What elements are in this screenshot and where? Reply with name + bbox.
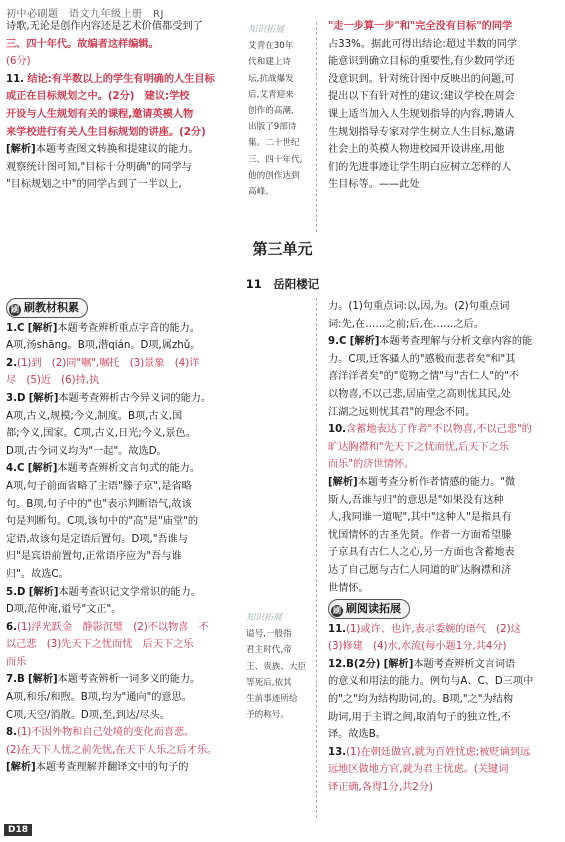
text-line: 力。C项,迁客骚人的"感极而悲者矣"和"其 [328, 353, 516, 365]
text-line: 归"是宾语前置句,正常语序应为"吾与谁 [6, 551, 182, 563]
text-line: (1)在朝廷做官,就为百姓忧虑;被贬谪到远 [346, 746, 531, 758]
text-line: 来学校进行有关人生目标规划的讲座。(2分) [6, 126, 206, 138]
text-line: 旷达胸襟和"先天下之忧而忧,后天下之乐 [328, 441, 510, 453]
text-line: "走一步算一步"和"完全没有目标"的同学 [328, 21, 513, 32]
answer-item [328, 474, 560, 492]
text-line: 本题考查理解与分析文章内容的能 [379, 336, 533, 348]
text-line: (1)浮光跃金 静影沉璧 (2)不以物喜 不 [16, 621, 209, 633]
sidebar-line: 他的创作达到 [248, 170, 300, 181]
sidebar-line: 谥号,一般指 [246, 629, 292, 640]
text-line: 忧国情怀的古圣先贤。作者一方面希望滕 [328, 529, 512, 541]
text-line: 译正确,各得1分,共2分) [328, 782, 433, 794]
analysis-tag: [解析] [28, 392, 59, 404]
sidebar-line: 艾青在30年 [248, 41, 294, 52]
section-banner-reading [328, 599, 410, 619]
text-line: 本题考查理解并翻译文中的句子的 [35, 762, 189, 774]
text-line: A项,和乐/和煦。B项,均为"通向"的意思。 [6, 692, 193, 704]
text-line: (1)不因外物和自己处境的变化而喜悲。 [16, 727, 195, 739]
question-number: 11. [328, 623, 347, 635]
text-line: 译。故选B。 [328, 729, 386, 741]
question-number: 11. [6, 73, 25, 85]
section-label: 刷教材积累 [24, 301, 79, 314]
column-divider [316, 298, 317, 818]
question-number: 9. [328, 336, 339, 348]
question-number: 12. [328, 658, 347, 670]
answers-right-column [328, 298, 560, 822]
question-number: 3. [6, 392, 17, 404]
sidebar-line: 王、贵族、大臣 [246, 661, 307, 672]
top-left-column [6, 18, 242, 240]
text-line: 尽 (5)近 (6)持,执 [6, 375, 100, 387]
answer-choice: B [16, 674, 25, 686]
question-number: 7. [6, 674, 17, 686]
text-line: "目标规划之中"的同学占到了一半以上, [6, 179, 182, 191]
knowledge-sidebar-top [248, 22, 308, 232]
answer-choice: D [16, 392, 26, 404]
question-number: 5. [6, 586, 17, 598]
answer-item [6, 759, 232, 777]
answer-list [328, 298, 560, 597]
text-line: 本题考查辨析古今异义词的能力。 [58, 392, 212, 404]
text-line: 而乐"的济世情怀。 [328, 459, 415, 471]
header-text: 初中必刷题 语文九年级上册 RJ [6, 9, 164, 20]
sidebar-title: 知识拓展 [246, 613, 283, 623]
sidebar-line: 集。二十世纪 [248, 138, 300, 149]
text-line: 远地区做地方官,就为君主忧虑。(关键词 [328, 764, 509, 776]
text-line: 课上适当加入人生规划指导的内容,聘请人 [328, 108, 515, 120]
question-number: 8. [6, 727, 17, 739]
sidebar-line: 坛,抗战爆发 [248, 73, 294, 84]
column-divider [316, 22, 317, 232]
text-line: 句是判断句。C项,该句中的"高"是"庙堂"的 [6, 516, 199, 528]
answer-choice: C [338, 336, 347, 348]
text-line: 本题考查图文转换和提建议的能力。 [35, 144, 199, 156]
text-line: 本题考查辨析一词多义的能力。 [57, 674, 201, 686]
answer-item [6, 671, 232, 689]
question-number: 1. [6, 322, 17, 334]
sidebar-line: 高峰。 [248, 187, 274, 198]
text-line: 们的先进事迹让学生明白应树立怎样的人 [328, 161, 512, 173]
text-line: 力。(1)句重点词:以,因,为。(2)句重点词 [328, 301, 510, 312]
answer-item [6, 355, 232, 373]
question-number: 2. [6, 357, 17, 369]
text-line: 生目标等。——此处 [328, 179, 420, 191]
text-line: 占33%。据此可得出结论:超过半数的同学 [328, 38, 518, 50]
analysis-tag: [解析] [27, 674, 58, 686]
sidebar-line: 予的称号。 [246, 710, 289, 720]
text-line: (3)修建 (4)水,水流(每小题1分,共4分) [328, 641, 507, 653]
text-line: 诗歌,无论是创作内容还是艺术价值都受到了 [6, 21, 203, 32]
sidebar-line: 后,艾青迎来 [248, 89, 294, 100]
sidebar-line: 等死后,依其 [246, 677, 292, 688]
answer-item [328, 621, 560, 639]
text-line: 本题考查分析作者情感的能力。"微 [357, 476, 516, 488]
sidebar-line: 代和建上诗 [248, 57, 291, 68]
answer-item [6, 584, 232, 602]
text-line: 本题考查辨析重点字音的能力。 [57, 322, 201, 334]
text-line: 本题考查辨析文言词语 [413, 658, 516, 670]
text-line: 开设与人生规划有关的课程,邀请英模人物 [6, 108, 194, 120]
text-line: 子京具有古仁人之心,另一方面也含蓄地表 [328, 547, 515, 559]
brush-icon: 刷 [11, 305, 19, 314]
analysis-tag: [解析] [383, 658, 414, 670]
text-line: D项,古今词义均为"一起"。故选D。 [6, 445, 167, 457]
text-line: 都;今义,国家。C项,古义,日光;今义,景色。 [6, 428, 196, 440]
text-line: 本题考查识记文学常识的能力。 [58, 586, 201, 598]
answer-item [328, 298, 560, 316]
text-line: 没意识到。针对统计图中反映出的问题,可 [328, 73, 515, 85]
text-line: 或正在目标规划之中。(2分) 建议:学校 [6, 91, 190, 103]
analysis-tag: [解析] [27, 322, 58, 334]
sidebar-line: 君主时代,帝 [246, 645, 292, 656]
text-line: 江湖之远则忧其君"的理念不同。 [328, 406, 476, 418]
text-line: 定语,故该句是定语后置句。D项,"吾谁与 [6, 533, 189, 545]
text-line: 而乐 [6, 656, 27, 668]
answer-list [6, 320, 232, 777]
analysis-tag: [解析] [28, 586, 59, 598]
text-line: 以物喜,不以己悲,居庙堂之高则忧其民,处 [328, 388, 511, 400]
text-line: 观察统计图可知,"目标十分明确"的同学与 [6, 161, 192, 173]
question-number: 10. [328, 424, 347, 436]
sidebar-line: 出版了9部诗 [248, 122, 297, 133]
answer-choice: C [16, 322, 25, 334]
text-line: 喜洋洋者矣"的"览物之情"与"古仁人"的"不 [328, 371, 520, 383]
answer-list [328, 621, 560, 797]
sidebar-line: 生前事迹所给 [246, 694, 298, 705]
text-line: 提出以下有针对性的建议:建议学校在周会 [328, 91, 515, 103]
unit-title: 第三单元 [252, 240, 313, 258]
analysis-tag: [解析] [6, 762, 36, 774]
question-number: 4. [6, 463, 17, 475]
answer-choice: B(2分) [346, 658, 381, 670]
analysis-tag: [解析] [349, 336, 380, 348]
text-line: 生规划指导专家对学生树立人生目标,邀请 [328, 126, 515, 138]
answers-left-column [6, 298, 232, 822]
text-line: A项,汤shāng。B项,潜qián。D项,属zhǔ。 [6, 340, 201, 352]
sidebar-title: 知识拓展 [248, 25, 285, 35]
text-line: 达了自己愿与古仁人同道的旷达胸襟和济 [328, 564, 512, 576]
analysis-tag: [解析] [328, 476, 358, 488]
answer-item [6, 320, 232, 338]
question-number: 6. [6, 621, 17, 633]
answer-item [6, 390, 232, 408]
text-line: 结论:有半数以上的学生有明确的人生目标 [27, 73, 215, 85]
answer-item [6, 460, 232, 478]
text-line: (1)或许、也许,表示委婉的语气 (2)这 [346, 623, 521, 635]
brush-icon: 刷 [333, 606, 341, 616]
text-line: 斯人,吾谁与归"的意思是"如果没有这种 [328, 494, 504, 506]
lesson-title: 11 岳阳楼记 [245, 277, 320, 291]
answer-choice: C [16, 463, 25, 475]
text-line: 社会上的英模人物进校园开设讲座,用他 [328, 144, 505, 156]
text-line: 句。B项,句子中的"也"表示判断语气,故该 [6, 498, 192, 510]
text-line: (6分) [6, 56, 31, 68]
answer-item [6, 619, 232, 637]
knowledge-sidebar-mid [246, 610, 308, 720]
answer-item [328, 744, 560, 762]
text-line: A项,句子前面省略了主语"滕子京",是省略 [6, 480, 192, 492]
answer-item [6, 724, 232, 742]
text-line: 含蓄地表达了作者"不以物喜,不以己悲"的 [346, 424, 532, 436]
text-line: D项,范仲淹,谥号"文正"。 [6, 604, 122, 616]
text-line: 人,我同谁一道呢",其中"这种人"是指具有 [328, 512, 512, 524]
answer-item [328, 333, 560, 351]
answer-choice: D [16, 586, 26, 598]
sidebar-line: 三、四十年代, [248, 154, 303, 165]
text-line: 助词,用于主谓之间,取消句子的独立性,不 [328, 711, 511, 723]
top-right-column [328, 18, 560, 240]
answer-item [328, 656, 560, 674]
text-line: 的意义和用法的能力。例句与A、C、D三项中 [328, 676, 534, 688]
text-line: A项,古义,规模;今义,制度。B项,古义,国 [6, 410, 183, 422]
answer-item [328, 421, 560, 439]
text-line: (1)到 (2)同"嘱",嘱托 (3)景象 (4)详 [16, 357, 200, 369]
section-label: 刷阅读拓展 [346, 602, 401, 616]
section-banner-textbook [6, 298, 88, 318]
text-line: 归"。故选C。 [6, 568, 69, 580]
text-line: 词:先,在……之前;后,在……之后。 [328, 318, 484, 330]
question-number: 13. [328, 746, 347, 758]
text-line: 以己悲 (3)先天下之忧而忧 后天下之乐 [6, 639, 194, 651]
text-line: (2)在天下人忧之前先忧,在天下人乐之后才乐。 [6, 744, 218, 756]
text-line: 能意识到确立目标的重要性,有少数同学还 [328, 56, 515, 68]
text-line: 三、四十年代。故编者这样编辑。 [6, 38, 159, 50]
text-line: 世情怀。 [328, 582, 369, 594]
analysis-tag: [解析] [27, 463, 58, 475]
page-number: D18 [4, 824, 32, 836]
text-line: 的"之"均为结构助词,的。B项,"之"为结构 [328, 694, 514, 706]
text-line: 本题考查辨析文言句式的能力。 [57, 463, 201, 475]
text-line: C项,天空/消散。D项,至,到达/尽头。 [6, 709, 170, 721]
sidebar-line: 创作的高潮, [248, 106, 294, 117]
analysis-tag: [解析] [6, 144, 36, 156]
